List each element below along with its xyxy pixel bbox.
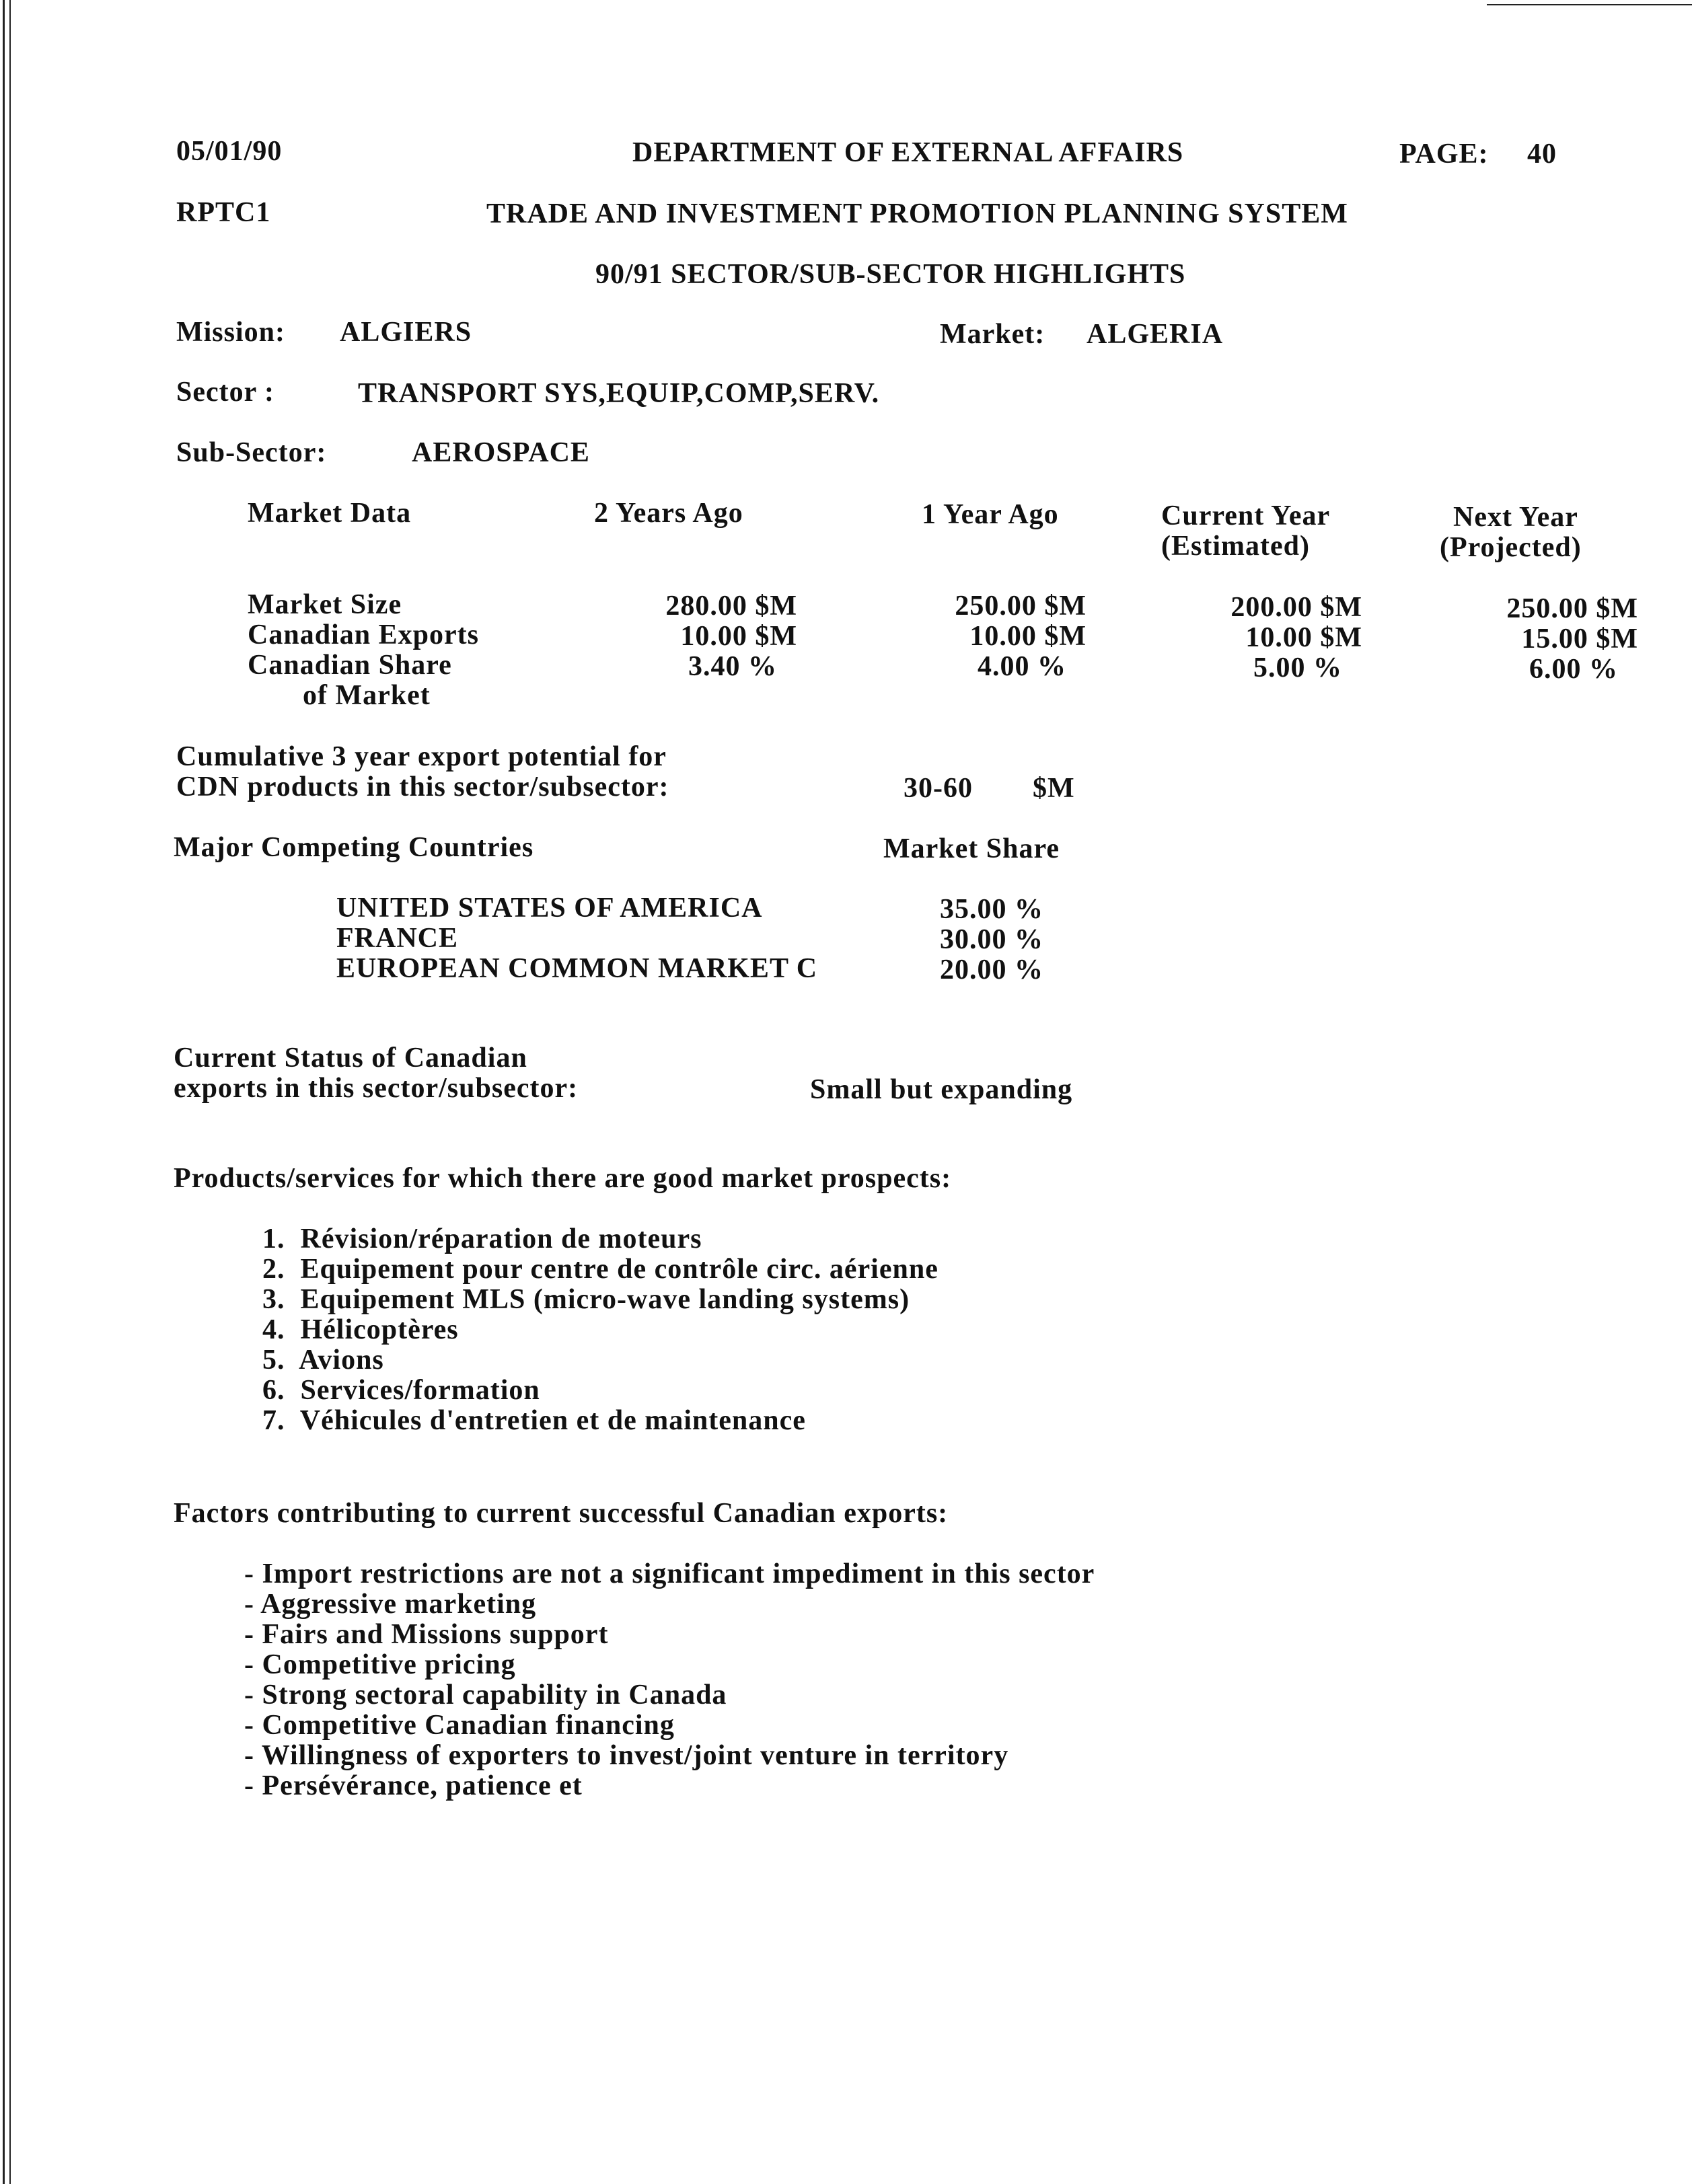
report-code: RPTC1 [176,197,271,228]
product-item: 4. Hélicoptères [262,1314,459,1345]
factor-item: - Competitive pricing [244,1649,516,1680]
competitor-share: 35.00 % [940,894,1043,925]
competitor-share: 30.00 % [940,924,1043,955]
competitor-country: UNITED STATES OF AMERICA [336,893,763,924]
report-date: 05/01/90 [176,136,283,167]
scan-edge-left-2 [9,0,11,2184]
product-item: 2. Equipement pour centre de contrôle circ. aérienne [262,1254,939,1285]
page-label: PAGE: [1399,139,1489,170]
report-subtitle: 90/91 SECTOR/SUB-SECTOR HIGHLIGHTS [595,259,1186,290]
cell-share-1y: 4.00 % [978,651,1066,682]
cumulative-value: 30-60 [904,773,973,804]
market-value: ALGERIA [1087,319,1224,350]
factor-item: - Fairs and Missions support [244,1619,609,1650]
col-header-next-year: Next Year [1453,502,1578,533]
cell-share-cur: 5.00 % [1253,652,1342,683]
product-item: 1. Révision/réparation de moteurs [262,1223,702,1254]
status-value: Small but expanding [810,1074,1073,1105]
col-header-projected: (Projected) [1440,532,1582,563]
department-title: DEPARTMENT OF EXTERNAL AFFAIRS [632,137,1184,168]
subsector-label: Sub-Sector: [176,437,327,468]
row-label-market-size: Market Size [248,589,402,620]
factor-item: - Competitive Canadian financing [244,1710,675,1741]
cell-market-size-1y: 250.00 $M [955,591,1087,622]
page-number: 40 [1527,139,1557,170]
col-header-market-data: Market Data [248,498,412,529]
sector-label: Sector : [176,377,274,408]
cell-exports-2y: 10.00 $M [680,621,797,652]
row-label-canadian-exports: Canadian Exports [248,619,479,650]
factors-heading: Factors contributing to current successful Canadian exports: [174,1498,949,1529]
product-item: 6. Services/formation [262,1375,540,1406]
competitors-header: Major Competing Countries [174,832,534,863]
cumulative-line-1: Cumulative 3 year export potential for [176,741,667,772]
col-header-2-years-ago: 2 Years Ago [594,498,743,529]
cell-exports-cur: 10.00 $M [1245,622,1362,653]
subsector-value: AEROSPACE [412,437,590,468]
scan-edge-top [1487,4,1692,5]
status-line-2: exports in this sector/subsector: [174,1073,579,1104]
cell-market-size-2y: 280.00 $M [665,591,797,622]
factor-item: - Import restrictions are not a significant impediment in this sector [244,1558,1095,1589]
cell-exports-next: 15.00 $M [1521,624,1638,654]
cell-exports-1y: 10.00 $M [969,621,1087,652]
products-heading: Products/services for which there are good market prospects: [174,1163,952,1194]
col-header-current-year: Current Year [1161,500,1331,531]
mission-value: ALGIERS [340,317,472,348]
competitor-country: EUROPEAN COMMON MARKET C [336,953,818,984]
product-item: 7. Véhicules d'entretien et de maintenance [262,1405,806,1436]
cell-market-size-next: 250.00 $M [1506,593,1638,624]
factor-item: - Willingness of exporters to invest/joint venture in territory [244,1740,1009,1771]
mission-label: Mission: [176,317,286,348]
system-title: TRADE AND INVESTMENT PROMOTION PLANNING SYSTEM [486,198,1348,229]
cell-share-2y: 3.40 % [688,651,777,682]
cell-market-size-cur: 200.00 $M [1230,592,1362,623]
sector-value: TRANSPORT SYS,EQUIP,COMP,SERV. [358,378,880,409]
status-line-1: Current Status of Canadian [174,1043,527,1074]
factor-item: - Persévérance, patience et [244,1770,583,1801]
market-share-header: Market Share [883,833,1060,864]
row-label-canadian-share: Canadian Share [248,650,452,681]
scan-edge-left-1 [3,0,5,2184]
col-header-1-year-ago: 1 Year Ago [922,499,1059,530]
competitor-country: FRANCE [336,923,458,954]
market-label: Market: [940,319,1045,350]
competitor-share: 20.00 % [940,954,1043,985]
factor-item: - Strong sectoral capability in Canada [244,1680,727,1710]
cell-share-next: 6.00 % [1529,654,1618,685]
product-item: 5. Avions [262,1345,384,1376]
row-label-of-market: of Market [303,680,431,711]
cumulative-line-2: CDN products in this sector/subsector: [176,771,669,802]
product-item: 3. Equipement MLS (micro-wave landing systems) [262,1284,910,1315]
col-header-estimated: (Estimated) [1161,531,1310,562]
factor-item: - Aggressive marketing [244,1589,537,1620]
cumulative-unit: $M [1033,773,1075,804]
